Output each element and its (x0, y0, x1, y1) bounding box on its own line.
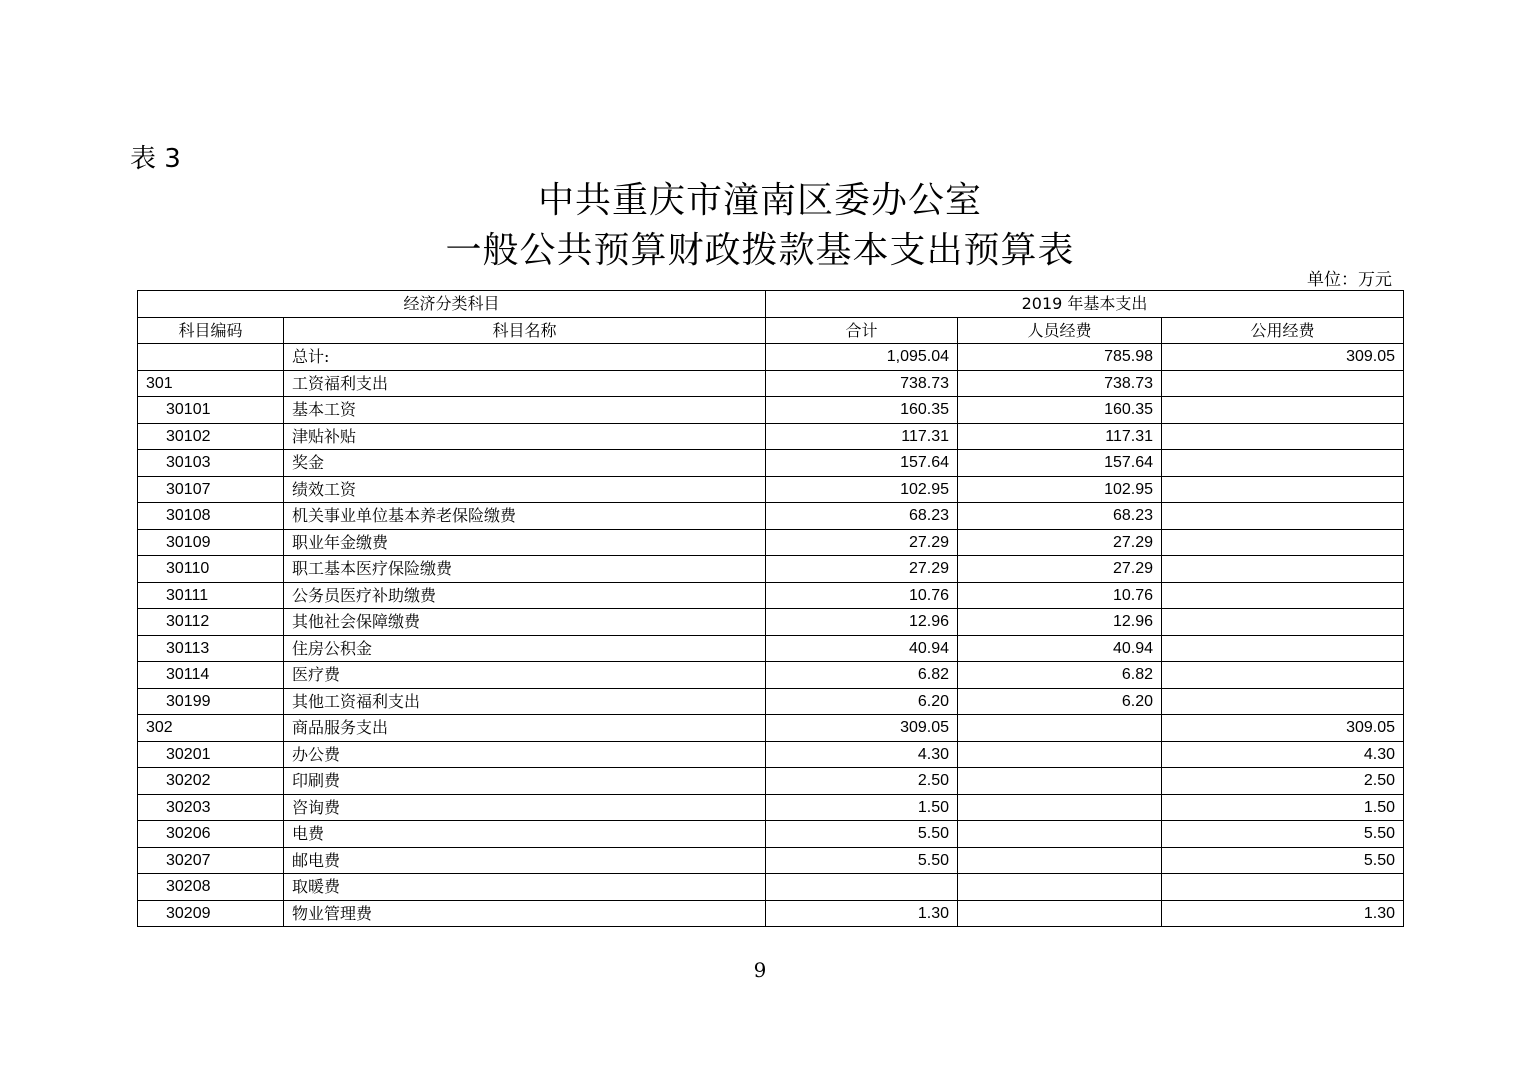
cell-name: 绩效工资 (284, 476, 766, 503)
cell-public (1162, 397, 1404, 424)
cell-code (138, 344, 284, 371)
cell-public: 309.05 (1162, 715, 1404, 742)
cell-name: 奖金 (284, 450, 766, 477)
cell-personnel: 102.95 (958, 476, 1162, 503)
cell-total: 1,095.04 (766, 344, 958, 371)
cell-total: 4.30 (766, 741, 958, 768)
cell-total: 10.76 (766, 582, 958, 609)
column-header-code: 科目编码 (138, 317, 284, 344)
table-row (138, 582, 1404, 609)
cell-public (1162, 503, 1404, 530)
table-row (138, 556, 1404, 583)
column-header-personnel: 人员经费 (958, 317, 1162, 344)
cell-public: 309.05 (1162, 344, 1404, 371)
cell-public (1162, 582, 1404, 609)
cell-code: 30108 (138, 503, 284, 530)
table-row (138, 450, 1404, 477)
cell-code: 30111 (138, 582, 284, 609)
cell-public (1162, 370, 1404, 397)
cell-code: 30202 (138, 768, 284, 795)
cell-personnel: 785.98 (958, 344, 1162, 371)
table-row (138, 344, 1404, 371)
cell-personnel: 10.76 (958, 582, 1162, 609)
table-row (138, 741, 1404, 768)
cell-personnel (958, 821, 1162, 848)
cell-personnel: 738.73 (958, 370, 1162, 397)
table-row (138, 688, 1404, 715)
cell-personnel (958, 794, 1162, 821)
cell-public: 2.50 (1162, 768, 1404, 795)
cell-code: 30110 (138, 556, 284, 583)
group-header-economic-classification: 经济分类科目 (138, 291, 766, 318)
cell-code: 30107 (138, 476, 284, 503)
cell-code: 30114 (138, 662, 284, 689)
cell-public (1162, 423, 1404, 450)
cell-personnel (958, 847, 1162, 874)
cell-total: 27.29 (766, 529, 958, 556)
cell-personnel (958, 768, 1162, 795)
cell-name: 职业年金缴费 (284, 529, 766, 556)
cell-total: 309.05 (766, 715, 958, 742)
cell-code: 30103 (138, 450, 284, 477)
cell-personnel: 68.23 (958, 503, 1162, 530)
cell-code: 30102 (138, 423, 284, 450)
table-row (138, 476, 1404, 503)
cell-total: 1.30 (766, 900, 958, 927)
budget-table (137, 290, 1404, 927)
cell-personnel: 6.82 (958, 662, 1162, 689)
cell-name: 工资福利支出 (284, 370, 766, 397)
cell-personnel: 117.31 (958, 423, 1162, 450)
cell-total: 68.23 (766, 503, 958, 530)
cell-name: 医疗费 (284, 662, 766, 689)
table-row (138, 423, 1404, 450)
cell-personnel (958, 741, 1162, 768)
cell-total: 6.20 (766, 688, 958, 715)
cell-total: 738.73 (766, 370, 958, 397)
cell-name: 取暖费 (284, 874, 766, 901)
cell-name: 印刷费 (284, 768, 766, 795)
cell-name: 机关事业单位基本养老保险缴费 (284, 503, 766, 530)
cell-code: 30209 (138, 900, 284, 927)
cell-public: 5.50 (1162, 821, 1404, 848)
cell-public (1162, 662, 1404, 689)
cell-name: 办公费 (284, 741, 766, 768)
cell-code: 30203 (138, 794, 284, 821)
table-row (138, 503, 1404, 530)
table-row (138, 635, 1404, 662)
cell-code: 30199 (138, 688, 284, 715)
cell-name: 住房公积金 (284, 635, 766, 662)
cell-code: 30113 (138, 635, 284, 662)
cell-public (1162, 529, 1404, 556)
cell-name: 物业管理费 (284, 900, 766, 927)
table-row (138, 794, 1404, 821)
table-row (138, 529, 1404, 556)
cell-public (1162, 556, 1404, 583)
group-header-basic-expenditure: 2019 年基本支出 (766, 291, 1404, 318)
document-title-line1: 中共重庆市潼南区委办公室 (537, 180, 982, 221)
cell-public (1162, 874, 1404, 901)
column-header-name: 科目名称 (284, 317, 766, 344)
header-group-row (138, 291, 1404, 318)
cell-personnel (958, 874, 1162, 901)
cell-code: 301 (138, 370, 284, 397)
cell-name: 职工基本医疗保险缴费 (284, 556, 766, 583)
cell-total: 117.31 (766, 423, 958, 450)
table-row (138, 847, 1404, 874)
cell-total: 5.50 (766, 821, 958, 848)
cell-code: 30101 (138, 397, 284, 424)
cell-public (1162, 450, 1404, 477)
table-row (138, 370, 1404, 397)
cell-total: 27.29 (766, 556, 958, 583)
cell-name: 津贴补贴 (284, 423, 766, 450)
cell-total: 12.96 (766, 609, 958, 636)
table-row (138, 900, 1404, 927)
cell-code: 30201 (138, 741, 284, 768)
cell-total (766, 874, 958, 901)
document-title-line2: 一般公共预算财政拨款基本支出预算表 (445, 230, 1075, 271)
cell-public (1162, 609, 1404, 636)
table-row (138, 715, 1404, 742)
cell-public: 4.30 (1162, 741, 1404, 768)
cell-personnel: 27.29 (958, 556, 1162, 583)
cell-public: 5.50 (1162, 847, 1404, 874)
cell-total: 6.82 (766, 662, 958, 689)
cell-total: 1.50 (766, 794, 958, 821)
cell-name: 商品服务支出 (284, 715, 766, 742)
cell-personnel: 40.94 (958, 635, 1162, 662)
cell-name: 其他工资福利支出 (284, 688, 766, 715)
cell-personnel: 27.29 (958, 529, 1162, 556)
table-row (138, 397, 1404, 424)
cell-total: 5.50 (766, 847, 958, 874)
table-row (138, 821, 1404, 848)
table-row (138, 609, 1404, 636)
cell-total: 2.50 (766, 768, 958, 795)
cell-total: 157.64 (766, 450, 958, 477)
header-column-row (138, 317, 1404, 344)
table-row (138, 662, 1404, 689)
cell-personnel: 12.96 (958, 609, 1162, 636)
cell-name: 总计: (284, 344, 766, 371)
cell-personnel: 160.35 (958, 397, 1162, 424)
cell-public (1162, 688, 1404, 715)
column-header-total: 合计 (766, 317, 958, 344)
cell-personnel (958, 900, 1162, 927)
unit-label: 单位：万元 (1307, 270, 1392, 290)
cell-name: 基本工资 (284, 397, 766, 424)
cell-personnel: 6.20 (958, 688, 1162, 715)
cell-code: 302 (138, 715, 284, 742)
cell-name: 邮电费 (284, 847, 766, 874)
cell-code: 30207 (138, 847, 284, 874)
cell-name: 公务员医疗补助缴费 (284, 582, 766, 609)
table-body (138, 344, 1404, 927)
cell-name: 电费 (284, 821, 766, 848)
cell-name: 其他社会保障缴费 (284, 609, 766, 636)
table-row (138, 874, 1404, 901)
cell-public: 1.50 (1162, 794, 1404, 821)
page-number: 9 (753, 958, 767, 982)
table-label: 表 3 (130, 144, 181, 174)
cell-name: 咨询费 (284, 794, 766, 821)
table-row (138, 768, 1404, 795)
column-header-public: 公用经费 (1162, 317, 1404, 344)
cell-code: 30112 (138, 609, 284, 636)
cell-code: 30109 (138, 529, 284, 556)
cell-total: 102.95 (766, 476, 958, 503)
cell-public (1162, 635, 1404, 662)
cell-public: 1.30 (1162, 900, 1404, 927)
cell-total: 40.94 (766, 635, 958, 662)
cell-personnel (958, 715, 1162, 742)
cell-public (1162, 476, 1404, 503)
cell-code: 30208 (138, 874, 284, 901)
cell-total: 160.35 (766, 397, 958, 424)
cell-code: 30206 (138, 821, 284, 848)
cell-personnel: 157.64 (958, 450, 1162, 477)
